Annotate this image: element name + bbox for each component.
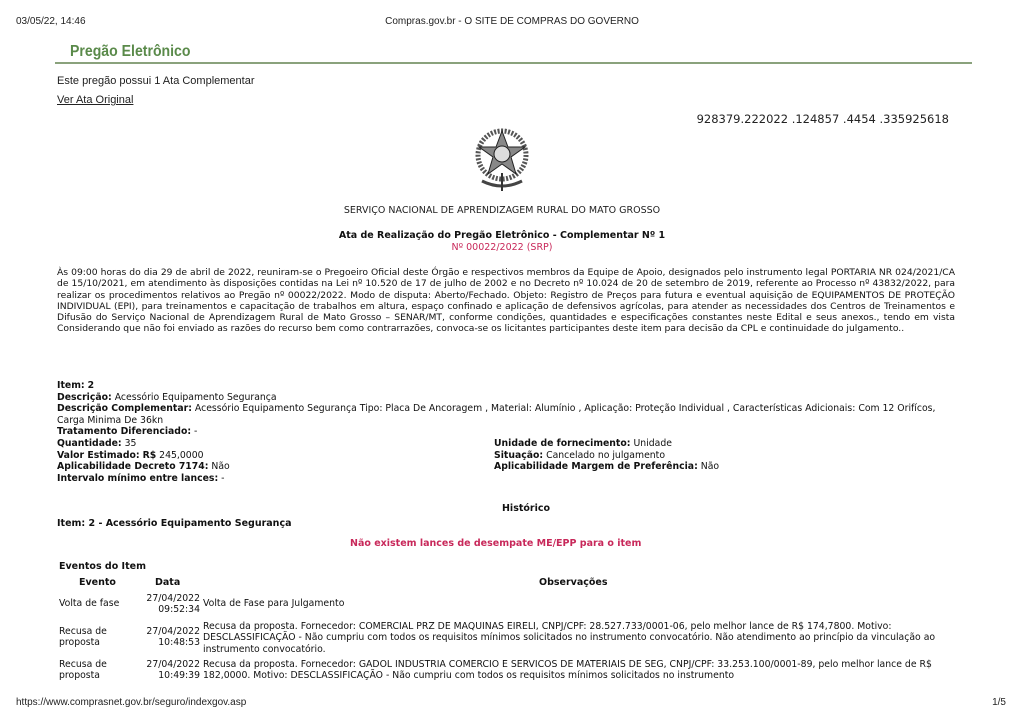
desc-comp-label: Descrição Complementar: — [57, 403, 192, 414]
item-value: 2 — [87, 380, 95, 391]
col-header-data: Data — [155, 577, 181, 588]
event-observation: Recusa da proposta. Fornecedor: GADOL INDUSTRIA COMERCIO E SERVICOS DE MATERIAIS DE SEG, CNPJ/CPF: 33.253.100/0001-89, pelo melhor lance de R$ 182,0000. Motivo: DESCLASSIFICAÇÃO - Não cumpriu com todos os requisitos mínimos solicitados no instrumento — [203, 659, 932, 682]
complementar-info: Este pregão possui 1 Ata Complementar — [57, 75, 255, 87]
print-title: Compras.gov.br - O SITE DE COMPRAS DO GOVERNO — [385, 16, 639, 27]
desc-comp-value: Acessório Equipamento Segurança Tipo: Placa De Ancoragem , Material: Alumínio , Aplicação: Proteção Individual , Características Adicionais: Com 12 Orifícos, Carga Minima De 36kn — [57, 403, 936, 426]
event-date-time: 10:48:53 — [158, 637, 200, 649]
event-date — [134, 626, 200, 649]
tratamento-field — [57, 426, 197, 438]
valor-currency: R$ — [142, 449, 157, 461]
document-code: 928379.222022 .124857 .4454 .335925618 — [696, 112, 949, 126]
print-page-number: 1/5 — [992, 697, 1006, 708]
print-datetime: 03/05/22, 14:46 — [16, 16, 86, 27]
col-header-evento: Evento — [79, 577, 116, 588]
event-date — [134, 593, 200, 616]
event-observation: Volta de Fase para Julgamento — [203, 598, 345, 609]
quantidade-field — [57, 438, 136, 450]
intro-paragraph: Às 09:00 horas do dia 29 de abril de 2022, reuniram-se o Pregoeiro Oficial deste Órgão e respectivos membros da Equipe de Apoio, designados pelo instrumento legal PORTARIA NR 024/2021/CA de 15/10/2021, em atendimento às disposições contidas na Lei nº 10.520 de 17 de julho de 2002 e no Decreto nº 10.024 de 20 de setembro de 2019, referente ao Processo nº 43832/2022, para realizar os procedimentos relativos ao Pregão nº 00022/2022. Modo de disputa: Aberto/Fechado. Objeto: Registro de Preços para futura e eventual aquisição de EQUIPAMENTOS DE PROTEÇÃO INDIVIDUAL (EPI), para treinamentos e capacitação de trabalhos em altura, espaço confinado e aplicação de defensivos agrícolas, para atender as necessidades dos Centros de Treinamentos e Difusão do Serviço Nacional de Aprendizagem Rural de Mato Grosso – SENAR/MT, conforme condições, quantidades e especificações constantes neste Edital e seus anexos., tendo em vista Considerando que não foi enviado as razões do recurso bem como contrarrazões, convoca-se os licitantes participantes deste item para decisão da CPL e continuidade do julgamento.. — [57, 267, 955, 335]
event-date — [134, 659, 200, 682]
brazil-coat-of-arms-icon — [472, 125, 532, 195]
event-row — [57, 659, 957, 683]
event-type: Recusa de proposta — [59, 626, 107, 649]
event-date-day: 27/04/2022 — [146, 659, 200, 670]
unidade-value: Unidade — [633, 438, 672, 449]
col-header-observacoes: Observações — [539, 577, 608, 588]
print-url: https://www.comprasnet.gov.br/seguro/indexgov.asp — [16, 697, 247, 708]
intervalo-field — [57, 473, 225, 485]
historico-title: Histórico — [501, 503, 551, 514]
event-type: Volta de fase — [59, 598, 120, 609]
ata-title: Ata de Realização do Pregão Eletrônico - Complementar Nº 1 — [338, 230, 666, 241]
quantidade-label: Quantidade: — [57, 438, 122, 449]
situacao-value: Cancelado no julgamento — [546, 449, 666, 461]
intervalo-label: Intervalo mínimo entre lances: — [57, 472, 219, 484]
historico-item-heading: Item: 2 - Acessório Equipamento Segurança — [57, 518, 292, 529]
unidade-field — [494, 438, 672, 450]
event-observation: Recusa da proposta. Fornecedor: COMERCIAL PRZ DE MAQUINAS EIRELI, CNPJ/CPF: 28.527.733/0001-06, pelo melhor lance de R$ 174,7800. Motivo: DESCLASSIFICAÇÃO - Não cumpriu com todos os requisitos mínimos solicitados no instrumento convocatório. Não atendimento ao princípio da vinculação ao instrumento convocatório. — [203, 621, 936, 655]
item-label: Item: — [57, 380, 85, 391]
margem-label: Aplicabilidade Margem de Preferência: — [494, 461, 698, 473]
margem-value: Não — [700, 461, 720, 473]
descricao-complementar-field — [57, 403, 955, 426]
title-divider — [55, 62, 972, 64]
no-lances-notice: Não existem lances de desempate ME/EPP para o item — [350, 538, 642, 549]
descricao-value: Acessório Equipamento Segurança — [114, 391, 277, 403]
decreto-value: Não — [211, 461, 230, 473]
event-date-time: 10:49:39 — [158, 670, 200, 682]
item-number — [57, 380, 94, 392]
ver-ata-original-link[interactable]: Ver Ata Original — [57, 94, 134, 106]
situacao-field — [494, 450, 665, 462]
valor-estimado-field — [57, 450, 204, 462]
event-type: Recusa de proposta — [59, 659, 107, 682]
quantidade-value: 35 — [124, 438, 137, 449]
tratamento-value: - — [194, 426, 198, 438]
margem-field — [494, 461, 719, 473]
eventos-title: Eventos do Item — [59, 561, 146, 572]
valor-label: Valor Estimado: — [57, 449, 140, 461]
unidade-label: Unidade de fornecimento: — [494, 438, 631, 449]
organization-name: SERVIÇO NACIONAL DE APRENDIZAGEM RURAL DO MATO GROSSO — [343, 205, 661, 216]
decreto-label: Aplicabilidade Decreto 7174: — [57, 461, 209, 473]
decreto-field — [57, 461, 230, 473]
event-date-day: 27/04/2022 — [146, 593, 200, 604]
event-date-time: 09:52:34 — [158, 604, 200, 616]
event-row — [57, 621, 957, 655]
event-row — [57, 593, 957, 617]
descricao-field — [57, 392, 277, 404]
event-date-day: 27/04/2022 — [146, 626, 200, 637]
valor-value: 245,0000 — [159, 449, 204, 461]
intervalo-value: - — [221, 472, 225, 484]
descricao-label: Descrição: — [57, 391, 112, 403]
situacao-label: Situação: — [494, 449, 544, 461]
tratamento-label: Tratamento Diferenciado: — [57, 426, 192, 438]
page-title: Pregão Eletrônico — [70, 43, 191, 60]
ata-number: Nº 00022/2022 (SRP) — [451, 242, 553, 253]
